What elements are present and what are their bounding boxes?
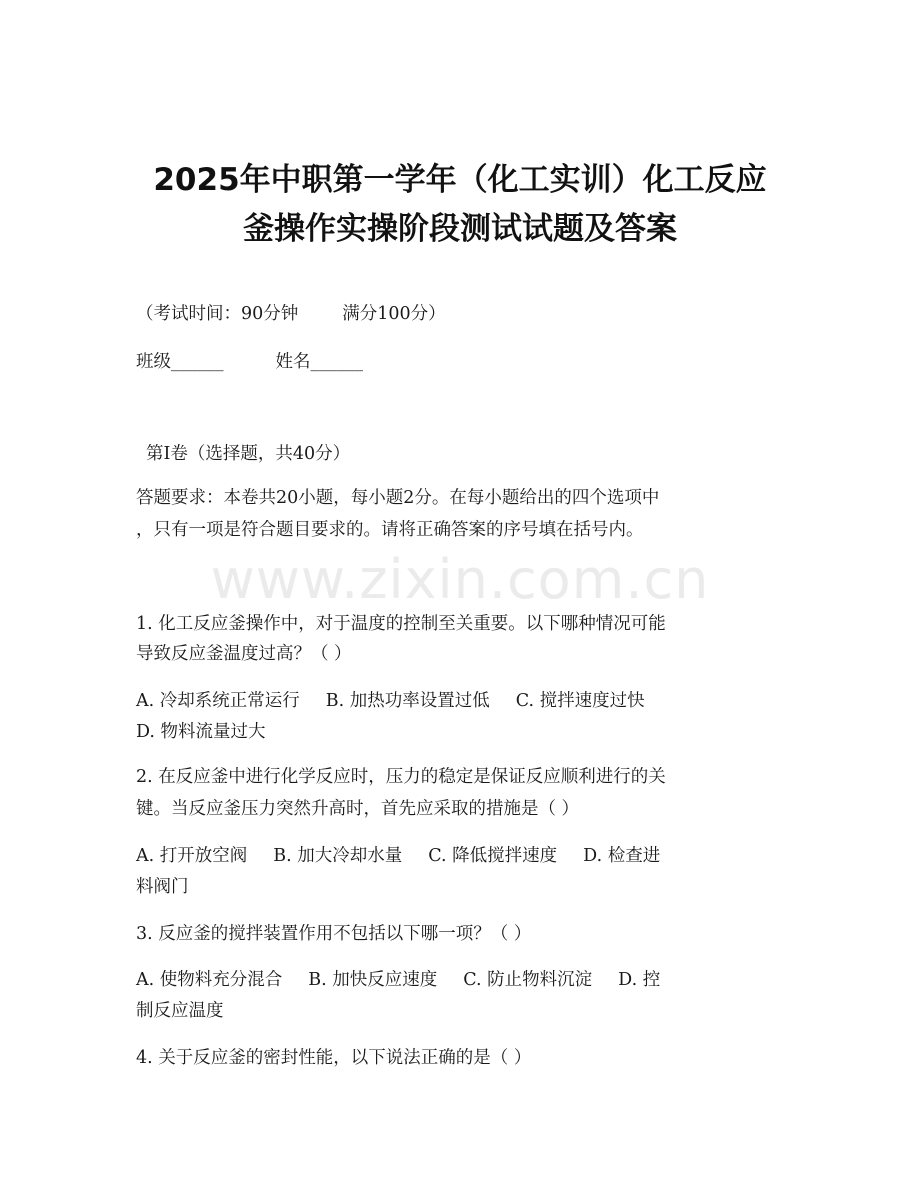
question-1-option-c: C. 搅拌速度过快 <box>515 691 645 711</box>
question-1-line-2: 导致反应釜温度过高？（ ） <box>136 644 352 664</box>
question-3-option-d: D. 控 <box>618 970 661 990</box>
question-2-line-2: 键。当反应釜压力突然升高时，首先应采取的措施是（ ） <box>136 799 580 819</box>
section-title: 第Ⅰ卷（选择题，共40分） <box>146 444 351 464</box>
question-2-option-c: C. 降低搅拌速度 <box>428 846 558 866</box>
question-3-option-b: B. 加快反应速度 <box>308 970 438 990</box>
question-2-line-1: 2. 在反应釜中进行化学反应时，压力的稳定是保证反应顺利进行的关 <box>136 767 666 787</box>
question-3-line-1: 3. 反应釜的搅拌装置作用不包括以下哪一项？（ ） <box>136 924 532 944</box>
document-title-line-2: 釜操作实操阶段测试试题及答案 <box>243 211 677 247</box>
question-1-line-1: 1. 化工反应釜操作中，对于温度的控制至关重要。以下哪种情况可能 <box>136 614 666 634</box>
question-3-option-d-cont: 制反应温度 <box>136 1001 224 1021</box>
question-2-option-a: A. 打开放空阀 <box>136 846 248 866</box>
watermark: www.zixin.com.cn <box>210 548 710 611</box>
instruction-line-1: 答题要求：本卷共20小题，每小题2分。在每小题给出的四个选项中 <box>136 488 660 508</box>
document-title-line-1: 2025年中职第一学年（化工实训）化工反应 <box>153 162 767 198</box>
question-2-option-d-cont: 料阀门 <box>136 877 189 897</box>
exam-time: （考试时间：90分钟 <box>136 304 299 324</box>
instruction-line-2: ，只有一项是符合题目要求的。请将正确答案的序号填在括号内。 <box>136 520 644 540</box>
student-info <box>136 347 786 377</box>
question-2-option-b: B. 加大冷却水量 <box>273 846 403 866</box>
question-1-option-a: A. 冷却系统正常运行 <box>136 691 300 711</box>
question-1-option-b: B. 加热功率设置过低 <box>325 691 490 711</box>
question-2-option-d: D. 检查进 <box>583 846 661 866</box>
full-score: 满分100分） <box>342 304 446 324</box>
question-1-options <box>136 686 786 716</box>
question-2-options <box>136 841 786 871</box>
question-3-options <box>136 965 786 995</box>
exam-info <box>136 299 786 329</box>
class-field: 班级______ <box>136 352 224 372</box>
question-4-line-1: 4. 关于反应釜的密封性能，以下说法正确的是（ ） <box>136 1048 532 1068</box>
question-1-option-d: D. 物料流量过大 <box>136 722 266 742</box>
question-3-option-a: A. 使物料充分混合 <box>136 970 283 990</box>
name-field: 姓名______ <box>275 352 363 372</box>
question-3-option-c: C. 防止物料沉淀 <box>463 970 593 990</box>
